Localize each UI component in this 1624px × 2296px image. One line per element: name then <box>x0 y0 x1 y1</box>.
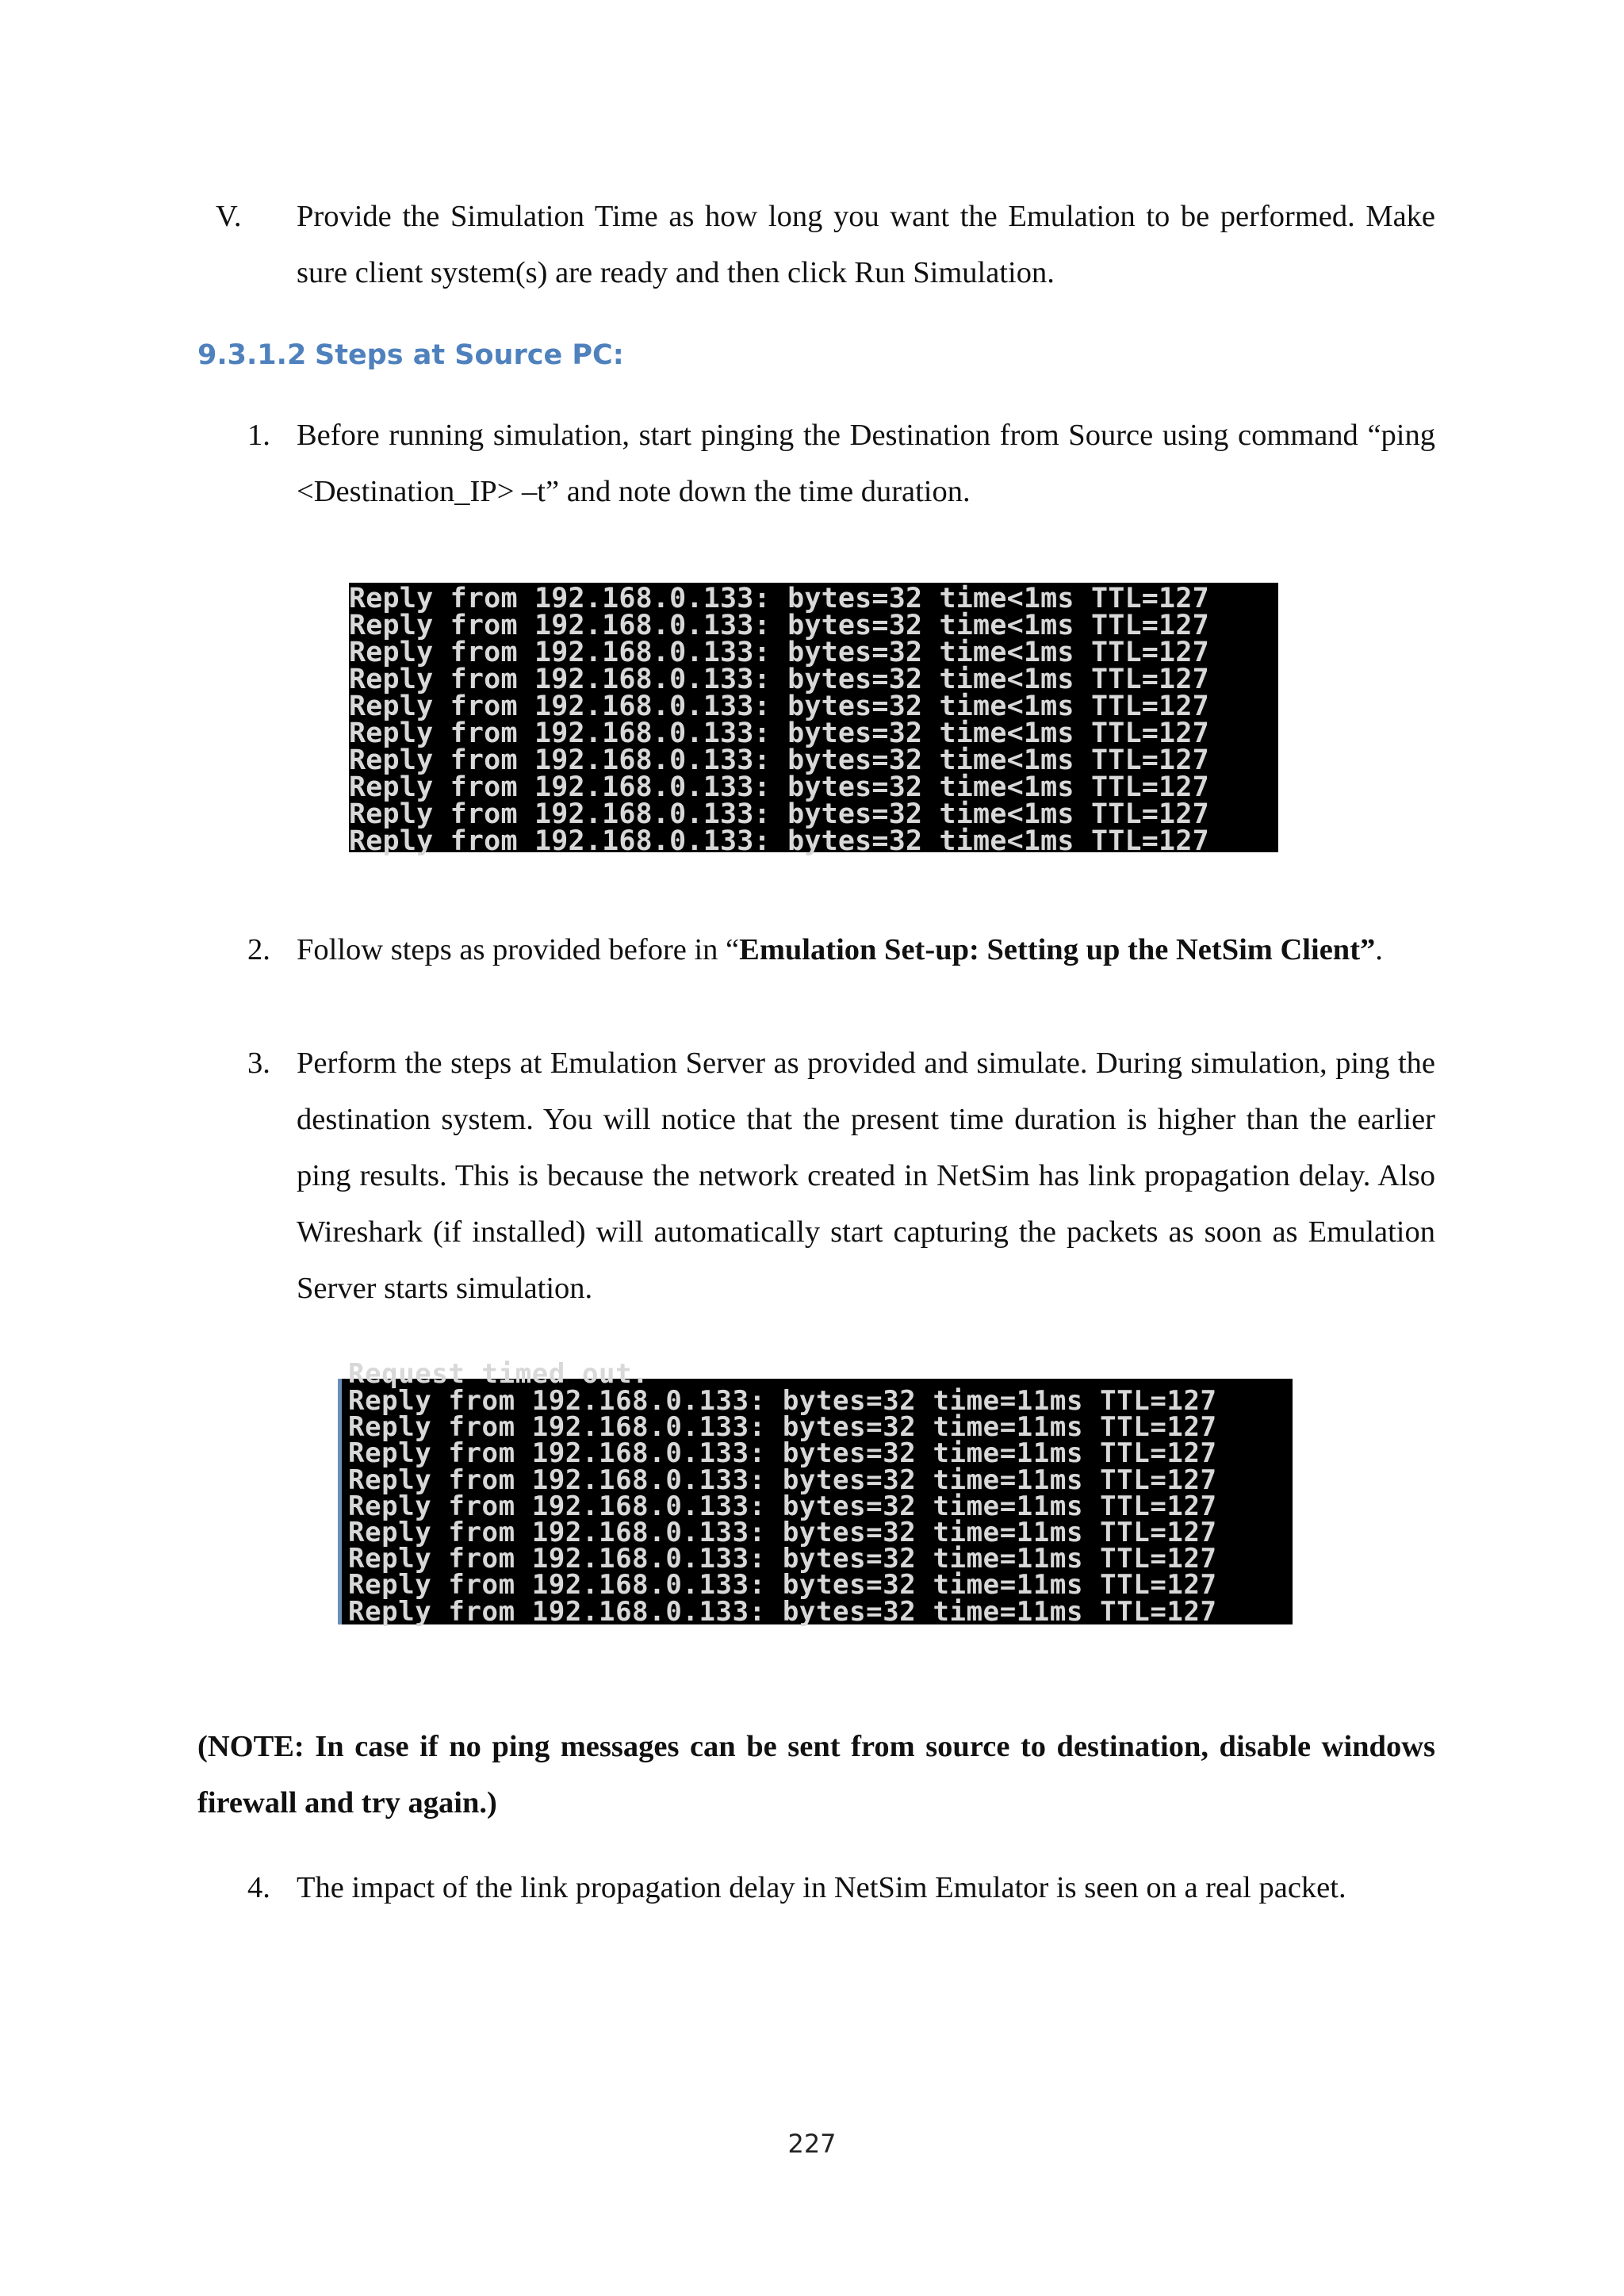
firewall-note: (NOTE: In case if no ping messages can be sent from source to destination, disable windows firewall and try again.) <box>197 1730 1435 1820</box>
step-2-text-before: Follow steps as provided before in “ <box>297 933 740 966</box>
list-marker-1: 1. <box>247 419 270 452</box>
terminal-line: Reply from 192.168.0.133: bytes=32 time<1ms TTL=127 <box>349 691 1209 722</box>
terminal-line: Reply from 192.168.0.133: bytes=32 time<1ms TTL=127 <box>349 798 1209 830</box>
terminal-partial-line: Request timed out. <box>348 1358 649 1390</box>
step-1-text: Before running simulation, start pinging the Destination from Source using command “ping <Destination_IP> –t” and note down the time duration. <box>297 419 1435 508</box>
page-number: 227 <box>787 2129 837 2159</box>
step-2-text-after: . <box>1375 933 1383 966</box>
terminal-line: Reply from 192.168.0.133: bytes=32 time<1ms TTL=127 <box>349 744 1209 776</box>
terminal-line: Reply from 192.168.0.133: bytes=32 time=11ms TTL=127 <box>348 1385 1217 1417</box>
list-marker-2: 2. <box>247 933 270 966</box>
terminal-line: Reply from 192.168.0.133: bytes=32 time=11ms TTL=127 <box>348 1490 1217 1522</box>
step-3-text: Perform the steps at Emulation Server as provided and simulate. During simulation, ping the destination system. You will notice that the present time duration is higher than the earlier ping results. This is because the network created in NetSim has link propagation delay. Also Wireshark (if installed) will automatically start capturing the packets as soon as Emulation Server starts simulation. <box>297 1047 1435 1305</box>
terminal-line: Reply from 192.168.0.133: bytes=32 time=11ms TTL=127 <box>348 1595 1217 1628</box>
terminal-line: Reply from 192.168.0.133: bytes=32 time<1ms TTL=127 <box>349 583 1209 614</box>
terminal-line: Reply from 192.168.0.133: bytes=32 time=11ms TTL=127 <box>348 1517 1217 1549</box>
terminal-line: Reply from 192.168.0.133: bytes=32 time<1ms TTL=127 <box>349 771 1209 803</box>
terminal-line: Reply from 192.168.0.133: bytes=32 time<1ms TTL=127 <box>349 718 1209 749</box>
section-heading <box>197 335 624 375</box>
terminal-line: Reply from 192.168.0.133: bytes=32 time<1ms TTL=127 <box>349 610 1209 641</box>
terminal-line: Reply from 192.168.0.133: bytes=32 time=11ms TTL=127 <box>348 1411 1217 1444</box>
section-title: Steps at Source PC: <box>315 339 624 371</box>
terminal-line: Reply from 192.168.0.133: bytes=32 time<1ms TTL=127 <box>349 825 1209 857</box>
terminal-line: Reply from 192.168.0.133: bytes=32 time<1ms TTL=127 <box>349 664 1209 695</box>
terminal-line: Reply from 192.168.0.133: bytes=32 time=11ms TTL=127 <box>348 1437 1217 1470</box>
ping-output-before-screenshot <box>349 583 1278 857</box>
step-v-text: Provide the Simulation Time as how long you want the Emulation to be performed. Make sure client system(s) are ready and then click Run Simulation. <box>297 200 1435 289</box>
list-marker-3: 3. <box>247 1047 270 1080</box>
terminal-line: Reply from 192.168.0.133: bytes=32 time=11ms TTL=127 <box>348 1464 1217 1496</box>
list-marker-v: V. <box>216 200 242 233</box>
step-2-text <box>297 922 1435 978</box>
terminal-line: Reply from 192.168.0.133: bytes=32 time=11ms TTL=127 <box>348 1543 1217 1575</box>
ping-output-during-screenshot <box>338 1358 1293 1628</box>
terminal-line: Reply from 192.168.0.133: bytes=32 time<1ms TTL=127 <box>349 637 1209 668</box>
section-number: 9.3.1.2 <box>197 339 307 371</box>
step-4-text: The impact of the link propagation delay in NetSim Emulator is seen on a real packet. <box>297 1871 1346 1904</box>
terminal-line: Reply from 192.168.0.133: bytes=32 time=11ms TTL=127 <box>348 1569 1217 1601</box>
step-2-bold-reference: Emulation Set-up: Setting up the NetSim Client” <box>739 933 1376 966</box>
list-marker-4: 4. <box>247 1871 270 1904</box>
